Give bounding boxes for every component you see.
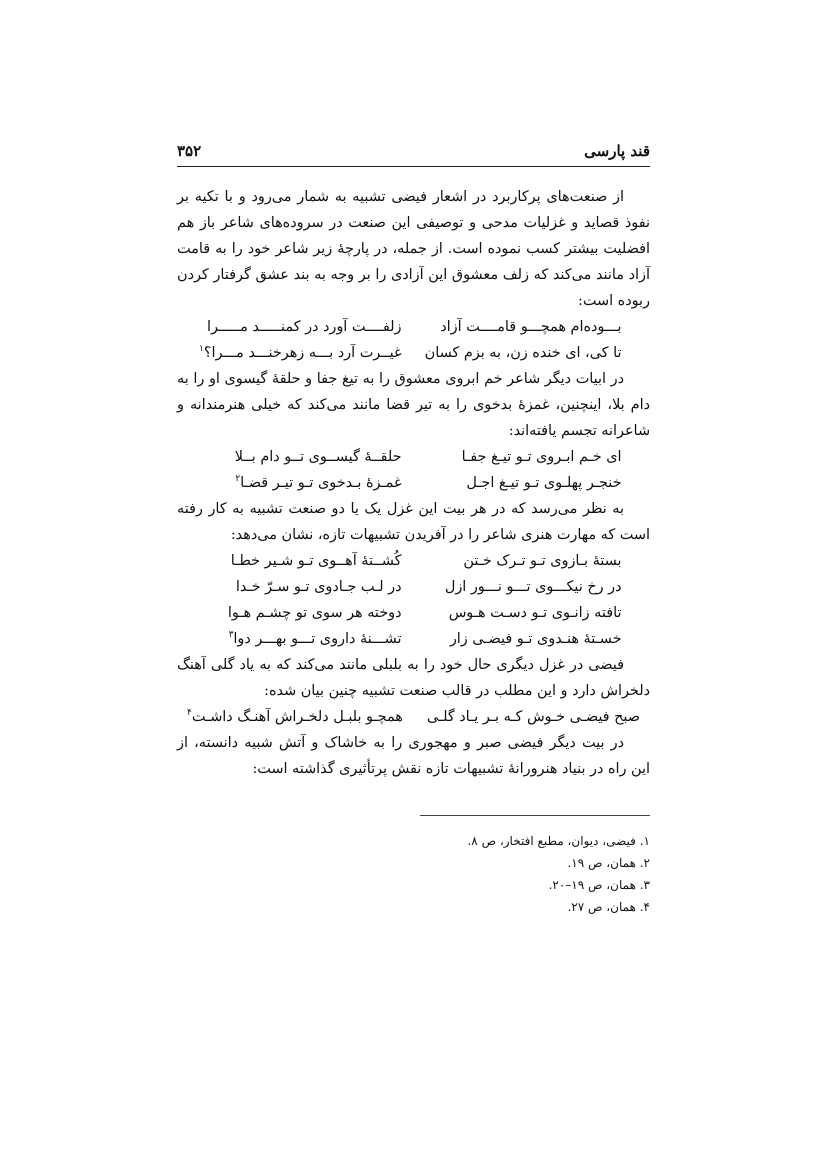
page-header xyxy=(177,140,650,167)
book-title: قند پارسی xyxy=(584,142,650,160)
footnote-ref: ۳ xyxy=(228,630,234,641)
footnote-3: ۳. همان، ص ۱۹–۲۰. xyxy=(548,878,650,892)
verse-hemistich-second: دوخته هر سوی تو چشـم هـوا xyxy=(227,605,402,621)
verse-hemistich-second: همچـو بلبـل دلخـراش آهنـگ داشـت$^۴$ xyxy=(187,708,403,725)
verse-hemistich-second: زلفــــت آورد در کمنـــــد مـــــرا xyxy=(207,319,402,335)
verse-line xyxy=(177,600,650,626)
verse-hemistich-second: در لـب جـادوی تـو سـرّ خـدا xyxy=(235,579,402,595)
paragraph-1: از صنعت‌های پرکاربرد در اشعار فیضی تشبیه به شمار می‌رود و با تکیه بر نفوذ قصاید و غزلیات مدحی و توصیفی این صنعت در سروده‌های شاعر باز هم افضلیت بیشتر کسب نموده است. از جمله، در پارچهٔ زیر شاعر خود را به قامت آزاد مانند می‌کند که زلف معشوق این آزادی را بر وجه به بند عشق گرفتار کردن ربوده است: xyxy=(177,189,650,309)
verse-line xyxy=(177,314,650,340)
page-body xyxy=(177,184,650,782)
page-number: ۳۵۲ xyxy=(177,142,202,160)
verse-line xyxy=(177,626,650,652)
footnotes xyxy=(177,830,650,918)
verse-hemistich-first: تافته زانـوی تـو دسـت هـوس xyxy=(448,605,622,621)
footnote-4: ۴. همان، ص ۲۷. xyxy=(567,900,650,914)
verse-hemistich-first: در رخ نیکـــوی تـــو نـــور ازل xyxy=(444,579,622,595)
verse-line xyxy=(177,340,650,366)
verse-hemistich-first: بـــودەام همچـــو قامــــت آزاد xyxy=(440,319,622,335)
verse-hemistich-first: خنجـر پهلـوی تـو تیـغ اجـل xyxy=(466,475,622,491)
verse-block-2 xyxy=(177,444,650,496)
verse-hemistich-second: کُشــتهٔ آهــوی تـو شـیر خطـا xyxy=(230,553,402,569)
verse-hemistich-second: حلقــهٔ گیســوی تــو دام بــلا xyxy=(234,449,402,465)
verse-hemistich-first: بستهٔ بـازوی تـو تـرک خـتن xyxy=(463,553,622,569)
verse-line xyxy=(177,470,650,496)
verse-line-single xyxy=(177,704,650,730)
verse-hemistich-second: غمـزهٔ بـدخوی تـو تیـر قضـا$^۲$ xyxy=(235,474,402,491)
verse-hemistich-first: ای خـم ابـروی تـو تیـغ جفـا xyxy=(461,449,622,465)
paragraph-3: به نظر می‌رسد که در هر بیت این غزل یک یا دو صنعت تشبیه به کار رفته است که مهارت هنری شاعر را در آفریدن تشبیهات تازه، نشان می‌دهد: xyxy=(177,501,650,543)
footnote-ref: ۴ xyxy=(187,708,192,719)
verse-line xyxy=(177,574,650,600)
verse-line xyxy=(177,444,650,470)
footnote-1: ۱. فیضی، دیوان، مطبع افتخار، ص ۸. xyxy=(467,834,650,848)
paragraph-4: فیضی در غزل دیگری حال خود را به بلبلی مانند می‌کند که به یاد گلی آهنگ دلخراش دارد و این مطلب در قالب صنعت تشبیه چنین بیان شده: xyxy=(177,657,650,699)
footnote-2: ۲. همان، ص ۱۹. xyxy=(567,856,650,870)
verse-block-1 xyxy=(177,314,650,366)
verse-hemistich-second: غیــرت آرد بـــه زهرخنـــد مـــرا؟$^۱$ xyxy=(198,344,402,361)
paragraph-2: در ابیات دیگر شاعر خم ابروی معشوق را به تیغ جفا و حلقهٔ گیسوی او را به دام بلا، اینچنین، غمزهٔ بدخوی را به تیر قضا مانند می‌کند که خیلی هنرمندانه و شاعرانه تجسم یافته‌اند: xyxy=(177,371,650,439)
paragraph-5: در بیت دیگر فیضی صبر و مهجوری را به خاشاک و آتش شبیه دانسته، از این راه در بنیاد هنرورانهٔ تشبیهات تازه نقش پرتأثیری گذاشته است: xyxy=(177,735,650,777)
footnote-ref: ۱ xyxy=(198,344,204,355)
verse-hemistich-second: تشـــنهٔ داروی تـــو بهـــر دوا$^۳$ xyxy=(228,630,402,647)
verse-block-3 xyxy=(177,548,650,652)
footnote-ref: ۲ xyxy=(235,474,241,485)
verse-line xyxy=(177,548,650,574)
footnote-separator xyxy=(420,815,650,816)
verse-hemistich-first: صبح فیضـی خـوش کـه بـر یـاد گلـی xyxy=(426,709,640,725)
verse-hemistich-first: تا کی، ای خنده زن، به بزم کسان xyxy=(424,345,622,361)
verse-hemistich-first: خسـتهٔ هنـدوی تـو فیضـی زار xyxy=(449,631,622,647)
